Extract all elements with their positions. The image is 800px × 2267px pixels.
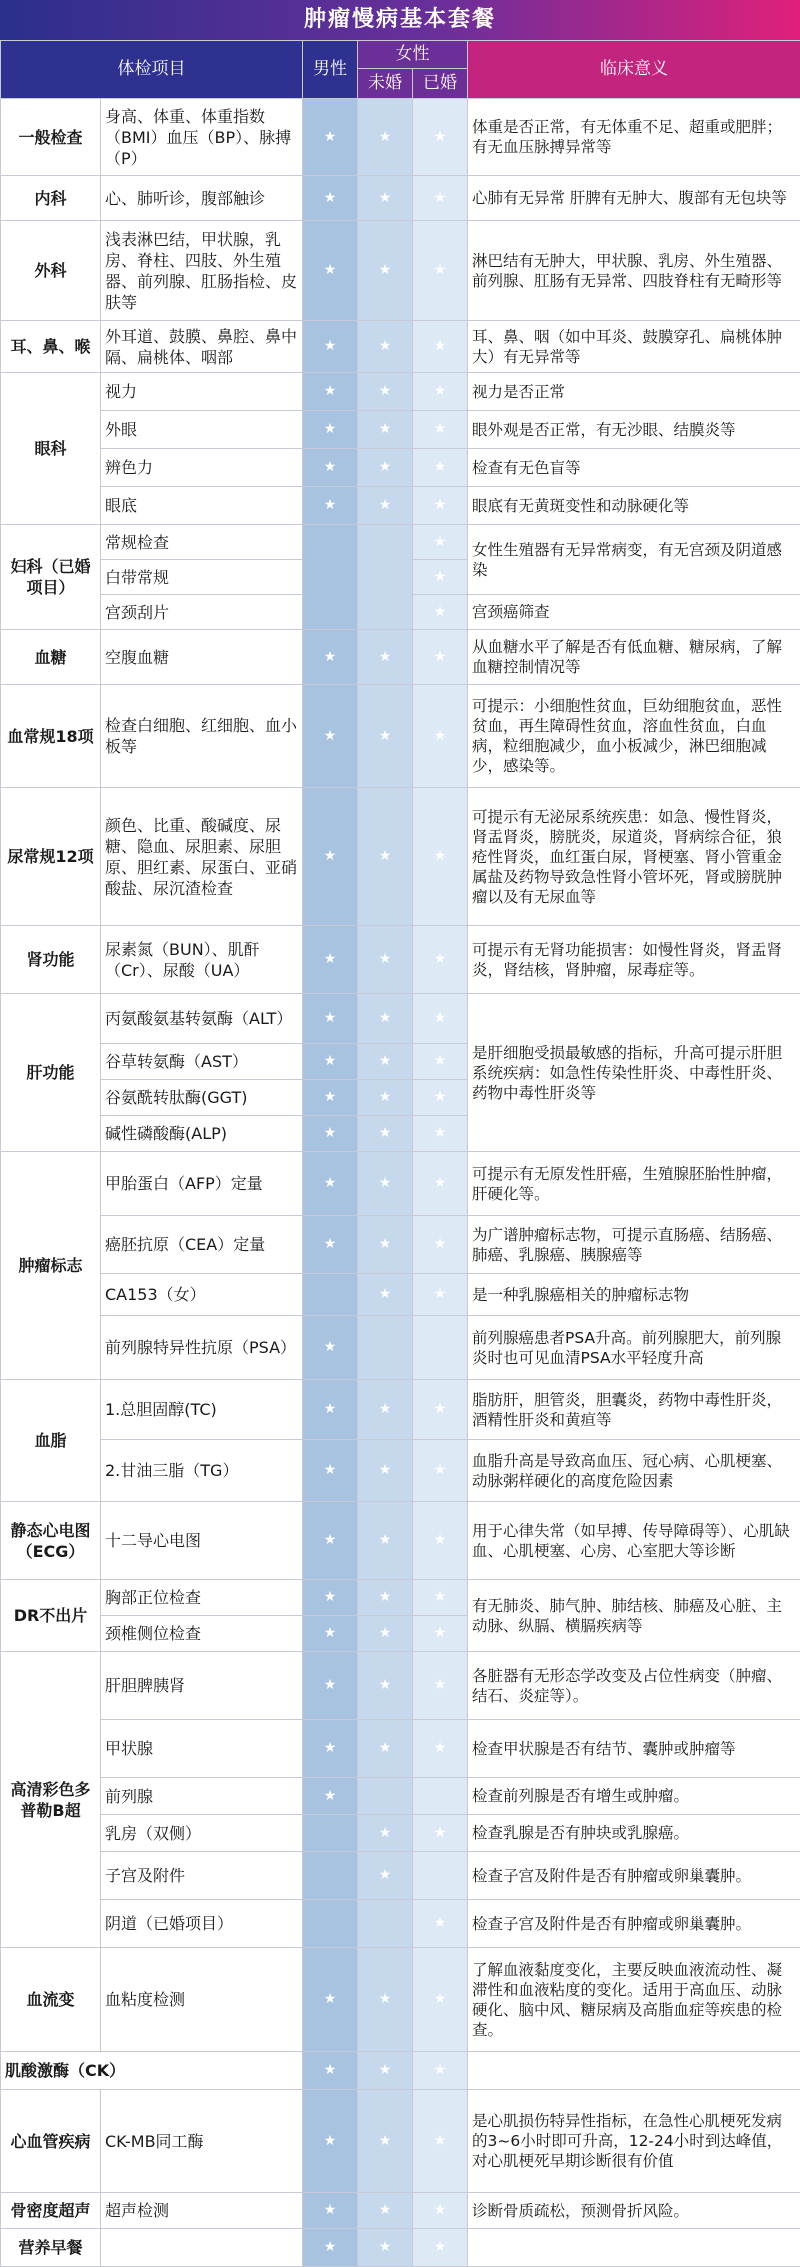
item-cell: 检查白细胞、红细胞、血小板等 bbox=[101, 685, 303, 788]
unmarried-star: ★ bbox=[358, 221, 413, 321]
category-cell: 一般检查 bbox=[1, 99, 101, 176]
married-star: ★ bbox=[413, 1720, 468, 1778]
unmarried-star: ★ bbox=[358, 411, 413, 449]
item-cell: 超声检测 bbox=[101, 2193, 303, 2229]
header-meaning: 临床意义 bbox=[468, 41, 800, 99]
category-cell: 外科 bbox=[1, 221, 101, 321]
unmarried-star: ★ bbox=[358, 1616, 413, 1652]
meaning-cell: 检查乳腺是否有肿块或乳腺癌。 bbox=[468, 1815, 800, 1852]
male-star: ★ bbox=[303, 926, 358, 994]
married-star: ★ bbox=[413, 1815, 468, 1852]
unmarried-star: ★ bbox=[358, 630, 413, 685]
male-star: ★ bbox=[303, 1652, 358, 1720]
table-row bbox=[1, 373, 800, 411]
table-row bbox=[1, 788, 800, 926]
meaning-cell: 是一种乳腺癌相关的肿瘤标志物 bbox=[468, 1274, 800, 1316]
male-empty bbox=[303, 1852, 358, 1900]
male-empty bbox=[303, 525, 358, 630]
table-row bbox=[1, 1900, 800, 1948]
unmarried-empty bbox=[358, 1900, 413, 1948]
male-star: ★ bbox=[303, 449, 358, 487]
married-star: ★ bbox=[413, 685, 468, 788]
table-row bbox=[1, 2090, 800, 2193]
category-cell: 血流变 bbox=[1, 1948, 101, 2052]
header-male: 男性 bbox=[303, 41, 358, 99]
header-item: 体检项目 bbox=[1, 41, 303, 99]
meaning-cell: 眼底有无黄斑变性和动脉硬化等 bbox=[468, 487, 800, 525]
table-row bbox=[1, 1216, 800, 1274]
meaning-cell: 诊断骨质疏松，预测骨折风险。 bbox=[468, 2193, 800, 2229]
male-star: ★ bbox=[303, 1440, 358, 1502]
meaning-cell: 前列腺癌患者PSA升高。前列腺肥大，前列腺炎时也可见血清PSA水平轻度升高 bbox=[468, 1316, 800, 1380]
meaning-cell: 检查子宫及附件是否有肿瘤或卵巢囊肿。 bbox=[468, 1900, 800, 1948]
meaning-cell: 检查子宫及附件是否有肿瘤或卵巢囊肿。 bbox=[468, 1852, 800, 1900]
table-row bbox=[1, 1580, 800, 1616]
unmarried-empty bbox=[358, 1778, 413, 1815]
unmarried-star: ★ bbox=[358, 1852, 413, 1900]
item-cell: 浅表淋巴结，甲状腺，乳房、脊柱、四肢、外生殖器、前列腺、肛肠指检、皮肤等 bbox=[101, 221, 303, 321]
married-star: ★ bbox=[413, 1616, 468, 1652]
item-cell: 辨色力 bbox=[101, 449, 303, 487]
table-row bbox=[1, 685, 800, 788]
male-star: ★ bbox=[303, 221, 358, 321]
meaning-cell: 淋巴结有无肿大，甲状腺、乳房、外生殖器、前列腺、肛肠有无异常、四肢脊柱有无畸形等 bbox=[468, 221, 800, 321]
item-cell: 2.甘油三脂（TG） bbox=[101, 1440, 303, 1502]
married-star: ★ bbox=[413, 1216, 468, 1274]
table-row bbox=[1, 487, 800, 525]
male-star: ★ bbox=[303, 2229, 358, 2267]
table-row bbox=[1, 1815, 800, 1852]
male-star: ★ bbox=[303, 2090, 358, 2193]
meaning-cell: 宫颈癌筛查 bbox=[468, 595, 800, 630]
married-star: ★ bbox=[413, 221, 468, 321]
meaning-cell: 检查前列腺是否有增生或肿瘤。 bbox=[468, 1778, 800, 1815]
male-star: ★ bbox=[303, 1116, 358, 1152]
item-cell: 丙氨酸氨基转氨酶（ALT） bbox=[101, 994, 303, 1044]
item-cell: 血粘度检测 bbox=[101, 1948, 303, 2052]
unmarried-star: ★ bbox=[358, 176, 413, 221]
meaning-cell: 可提示有无泌尿系统疾患：如急、慢性肾炎，肾盂肾炎，膀胱炎，尿道炎，肾病综合征，狼疮性肾炎，血红蛋白尿，肾梗塞、肾小管重金属盐及药物导致急性肾小管坏死，肾或膀胱肿瘤以及有无尿血等 bbox=[468, 788, 800, 926]
married-star: ★ bbox=[413, 1116, 468, 1152]
male-star: ★ bbox=[303, 1720, 358, 1778]
married-star: ★ bbox=[413, 1380, 468, 1440]
male-star: ★ bbox=[303, 788, 358, 926]
unmarried-star: ★ bbox=[358, 1380, 413, 1440]
item-cell: 1.总胆固醇(TC) bbox=[101, 1380, 303, 1440]
male-star: ★ bbox=[303, 373, 358, 411]
married-star: ★ bbox=[413, 2193, 468, 2229]
meaning-cell: 血脂升高是导致高血压、冠心病、心肌梗塞、动脉粥样硬化的高度危险因素 bbox=[468, 1440, 800, 1502]
male-star: ★ bbox=[303, 1216, 358, 1274]
married-star: ★ bbox=[413, 994, 468, 1044]
category-cell: 血脂 bbox=[1, 1380, 101, 1502]
married-star: ★ bbox=[413, 411, 468, 449]
married-star: ★ bbox=[413, 1274, 468, 1316]
table-row bbox=[1, 411, 800, 449]
category-cell: 肝功能 bbox=[1, 994, 101, 1152]
item-cell: 尿素氮（BUN）、肌酐（Cr）、尿酸（UA） bbox=[101, 926, 303, 994]
item-cell: 颜色、比重、酸碱度、尿糖、隐血、尿胆素、尿胆原、胆红素、尿蛋白、亚硝酸盐、尿沉渣检查 bbox=[101, 788, 303, 926]
table-row bbox=[1, 1852, 800, 1900]
table-row bbox=[1, 1948, 800, 2052]
table-row bbox=[1, 926, 800, 994]
item-cell: 外眼 bbox=[101, 411, 303, 449]
male-star: ★ bbox=[303, 685, 358, 788]
category-cell: 静态心电图（ECG） bbox=[1, 1502, 101, 1580]
table-row bbox=[1, 176, 800, 221]
male-star: ★ bbox=[303, 99, 358, 176]
male-star: ★ bbox=[303, 1616, 358, 1652]
male-star: ★ bbox=[303, 1778, 358, 1815]
unmarried-star: ★ bbox=[358, 487, 413, 525]
item-cell: CK-MB同工酶 bbox=[101, 2090, 303, 2193]
table-row bbox=[1, 1316, 800, 1380]
item-cell: 空腹血糖 bbox=[101, 630, 303, 685]
married-star: ★ bbox=[413, 525, 468, 560]
table-row bbox=[1, 221, 800, 321]
category-cell: 尿常规12项 bbox=[1, 788, 101, 926]
unmarried-star: ★ bbox=[358, 1720, 413, 1778]
married-star: ★ bbox=[413, 1580, 468, 1616]
meaning-cell: 是肝细胞受损最敏感的指标，升高可提示肝胆系统疾病：如急性传染性肝炎、中毒性肝炎、药物中毒性肝炎等 bbox=[468, 994, 800, 1152]
table-row bbox=[1, 321, 800, 373]
meaning-cell: 可提示有无肾功能损害：如慢性肾炎，肾盂肾炎，肾结核，肾肿瘤，尿毒症等。 bbox=[468, 926, 800, 994]
married-star: ★ bbox=[413, 373, 468, 411]
table-row bbox=[1, 2052, 800, 2090]
unmarried-star: ★ bbox=[358, 1152, 413, 1216]
unmarried-star: ★ bbox=[358, 1080, 413, 1116]
married-star: ★ bbox=[413, 449, 468, 487]
item-cell: 胸部正位检查 bbox=[101, 1580, 303, 1616]
item-cell: 常规检查 bbox=[101, 525, 303, 560]
header-unmarried: 未婚 bbox=[358, 69, 413, 99]
male-star: ★ bbox=[303, 1380, 358, 1440]
meaning-cell: 各脏器有无形态学改变及占位性病变（肿瘤、结石、炎症等）。 bbox=[468, 1652, 800, 1720]
item-cell: 视力 bbox=[101, 373, 303, 411]
male-star: ★ bbox=[303, 321, 358, 373]
table-row bbox=[1, 630, 800, 685]
item-cell: 颈椎侧位检查 bbox=[101, 1616, 303, 1652]
unmarried-star: ★ bbox=[358, 321, 413, 373]
meaning-cell: 女性生殖器有无异常病变，有无宫颈及阴道感染 bbox=[468, 525, 800, 595]
table-row bbox=[1, 1274, 800, 1316]
meaning-cell: 可提示：小细胞性贫血，巨幼细胞贫血，恶性贫血，再生障碍性贫血，溶血性贫血，白血病，粒细胞减少，血小板减少，淋巴细胞减少，感染等。 bbox=[468, 685, 800, 788]
table-row bbox=[1, 2193, 800, 2229]
unmarried-star: ★ bbox=[358, 788, 413, 926]
unmarried-star: ★ bbox=[358, 926, 413, 994]
header-married: 已婚 bbox=[413, 69, 468, 99]
meaning-cell bbox=[468, 2052, 800, 2090]
item-cell: 心、肺听诊，腹部触诊 bbox=[101, 176, 303, 221]
unmarried-star: ★ bbox=[358, 1815, 413, 1852]
male-star: ★ bbox=[303, 487, 358, 525]
item-cell: 肝胆脾胰肾 bbox=[101, 1652, 303, 1720]
item-cell: 甲胎蛋白（AFP）定量 bbox=[101, 1152, 303, 1216]
unmarried-star: ★ bbox=[358, 1440, 413, 1502]
unmarried-star: ★ bbox=[358, 2193, 413, 2229]
male-star: ★ bbox=[303, 1080, 358, 1116]
category-cell: 血常规18项 bbox=[1, 685, 101, 788]
male-star: ★ bbox=[303, 1948, 358, 2052]
category-cell: 高清彩色多普勒B超 bbox=[1, 1652, 101, 1948]
category-cell: DR不出片 bbox=[1, 1580, 101, 1652]
table-row bbox=[1, 1440, 800, 1502]
unmarried-star: ★ bbox=[358, 1274, 413, 1316]
unmarried-star: ★ bbox=[358, 994, 413, 1044]
male-star: ★ bbox=[303, 1152, 358, 1216]
table-row bbox=[1, 1380, 800, 1440]
meaning-cell: 检查有无色盲等 bbox=[468, 449, 800, 487]
category-cell: 内科 bbox=[1, 176, 101, 221]
table-row bbox=[1, 2229, 800, 2267]
male-star: ★ bbox=[303, 1044, 358, 1080]
category-cell: 骨密度超声 bbox=[1, 2193, 101, 2229]
unmarried-star: ★ bbox=[358, 1580, 413, 1616]
meaning-cell: 可提示有无原发性肝癌，生殖腺胚胎性肿瘤，肝硬化等。 bbox=[468, 1152, 800, 1216]
item-cell bbox=[101, 2229, 303, 2267]
unmarried-star: ★ bbox=[358, 449, 413, 487]
male-star: ★ bbox=[303, 2193, 358, 2229]
category-cell: 妇科（已婚项目） bbox=[1, 525, 101, 630]
unmarried-empty bbox=[358, 525, 413, 630]
table-row bbox=[1, 1502, 800, 1580]
married-star: ★ bbox=[413, 321, 468, 373]
meaning-cell: 耳、鼻、咽（如中耳炎、鼓膜穿孔、扁桃体肿大）有无异常等 bbox=[468, 321, 800, 373]
meaning-cell: 有无肺炎、肺气肿、肺结核、肺癌及心脏、主动脉、纵膈、横膈疾病等 bbox=[468, 1580, 800, 1652]
unmarried-empty bbox=[358, 1316, 413, 1380]
meaning-cell: 眼外观是否正常，有无沙眼、结膜炎等 bbox=[468, 411, 800, 449]
category-cell: 耳、鼻、喉 bbox=[1, 321, 101, 373]
unmarried-star: ★ bbox=[358, 99, 413, 176]
married-star: ★ bbox=[413, 926, 468, 994]
married-empty bbox=[413, 1316, 468, 1380]
category-cell: 肿瘤标志 bbox=[1, 1152, 101, 1380]
married-star: ★ bbox=[413, 176, 468, 221]
married-empty bbox=[413, 1778, 468, 1815]
meaning-cell: 用于心律失常（如早搏、传导障碍等）、心肌缺血、心肌梗塞、心房、心室肥大等诊断 bbox=[468, 1502, 800, 1580]
unmarried-star: ★ bbox=[358, 1502, 413, 1580]
unmarried-star: ★ bbox=[358, 2229, 413, 2267]
married-star: ★ bbox=[413, 1502, 468, 1580]
table-row bbox=[1, 1152, 800, 1216]
meaning-cell: 检查甲状腺是否有结节、囊肿或肿瘤等 bbox=[468, 1720, 800, 1778]
meaning-cell: 了解血液黏度变化，主要反映血液流动性、凝滞性和血液粘度的变化。适用于高血压、动脉硬化、脑中风、糖尿病及高脂血症等疾患的检查。 bbox=[468, 1948, 800, 2052]
item-cell: 十二导心电图 bbox=[101, 1502, 303, 1580]
meaning-cell: 从血糖水平了解是否有低血糖、糖尿病，了解血糖控制情况等 bbox=[468, 630, 800, 685]
meaning-cell bbox=[468, 2229, 800, 2267]
meaning-cell: 脂肪肝，胆管炎，胆囊炎，药物中毒性肝炎，酒精性肝炎和黄疸等 bbox=[468, 1380, 800, 1440]
married-star: ★ bbox=[413, 1652, 468, 1720]
unmarried-star: ★ bbox=[358, 1948, 413, 2052]
page-title: 肿瘤慢病基本套餐 bbox=[0, 0, 800, 40]
meaning-cell: 为广谱肿瘤标志物，可提示直肠癌、结肠癌、肺癌、乳腺癌、胰腺癌等 bbox=[468, 1216, 800, 1274]
unmarried-star: ★ bbox=[358, 1044, 413, 1080]
male-star: ★ bbox=[303, 630, 358, 685]
table-row bbox=[1, 525, 800, 560]
exam-table bbox=[0, 40, 800, 2267]
item-cell: 甲状腺 bbox=[101, 1720, 303, 1778]
married-star: ★ bbox=[413, 1080, 468, 1116]
male-star: ★ bbox=[303, 2052, 358, 2090]
header-female: 女性 bbox=[358, 41, 468, 69]
unmarried-star: ★ bbox=[358, 2052, 413, 2090]
male-empty bbox=[303, 1900, 358, 1948]
male-empty bbox=[303, 1815, 358, 1852]
married-star: ★ bbox=[413, 487, 468, 525]
item-cell: 乳房（双侧） bbox=[101, 1815, 303, 1852]
item-cell: 癌胚抗原（CEA）定量 bbox=[101, 1216, 303, 1274]
married-star: ★ bbox=[413, 1152, 468, 1216]
married-star: ★ bbox=[413, 560, 468, 595]
married-star: ★ bbox=[413, 1440, 468, 1502]
category-cell: 血糖 bbox=[1, 630, 101, 685]
item-cell: 前列腺 bbox=[101, 1778, 303, 1815]
meaning-cell: 视力是否正常 bbox=[468, 373, 800, 411]
category-cell: 心血管疾病 bbox=[1, 2090, 101, 2193]
unmarried-star: ★ bbox=[358, 685, 413, 788]
married-star: ★ bbox=[413, 1948, 468, 2052]
male-star: ★ bbox=[303, 1316, 358, 1380]
meaning-cell: 是心肌损伤特异性指标，在急性心肌梗死发病的3~6小时即可升高，12-24小时到达峰值，对心肌梗死早期诊断很有价值 bbox=[468, 2090, 800, 2193]
item-cell: 外耳道、鼓膜、鼻腔、鼻中隔、扁桃体、咽部 bbox=[101, 321, 303, 373]
item-cell: 阴道（已婚项目） bbox=[101, 1900, 303, 1948]
category-cell: 肾功能 bbox=[1, 926, 101, 994]
married-star: ★ bbox=[413, 2052, 468, 2090]
item-cell: 宫颈刮片 bbox=[101, 595, 303, 630]
married-star: ★ bbox=[413, 99, 468, 176]
table-row bbox=[1, 99, 800, 176]
table-row bbox=[1, 1652, 800, 1720]
married-star: ★ bbox=[413, 630, 468, 685]
item-cell: 身高、体重、体重指数（BMI）血压（BP）、脉搏（P） bbox=[101, 99, 303, 176]
married-star: ★ bbox=[413, 595, 468, 630]
married-star: ★ bbox=[413, 1044, 468, 1080]
item-cell: 谷草转氨酶（AST） bbox=[101, 1044, 303, 1080]
unmarried-star: ★ bbox=[358, 1652, 413, 1720]
meaning-cell: 体重是否正常，有无体重不足、超重或肥胖；有无血压脉搏异常等 bbox=[468, 99, 800, 176]
unmarried-star: ★ bbox=[358, 2090, 413, 2193]
married-star: ★ bbox=[413, 788, 468, 926]
unmarried-star: ★ bbox=[358, 1116, 413, 1152]
male-empty bbox=[303, 1274, 358, 1316]
item-cell: 碱性磷酸酶(ALP) bbox=[101, 1116, 303, 1152]
unmarried-star: ★ bbox=[358, 373, 413, 411]
male-star: ★ bbox=[303, 1502, 358, 1580]
male-star: ★ bbox=[303, 994, 358, 1044]
table-row bbox=[1, 449, 800, 487]
category-cell: 眼科 bbox=[1, 373, 101, 525]
category-cell: 营养早餐 bbox=[1, 2229, 101, 2267]
married-star: ★ bbox=[413, 2090, 468, 2193]
table-row bbox=[1, 994, 800, 1044]
married-empty bbox=[413, 1852, 468, 1900]
item-cell: 白带常规 bbox=[101, 560, 303, 595]
table-row bbox=[1, 1778, 800, 1815]
table-row bbox=[1, 1720, 800, 1778]
male-star: ★ bbox=[303, 411, 358, 449]
unmarried-star: ★ bbox=[358, 1216, 413, 1274]
item-cell: 前列腺特异性抗原（PSA） bbox=[101, 1316, 303, 1380]
item-cell: CA153（女） bbox=[101, 1274, 303, 1316]
item-cell: 谷氨酰转肽酶(GGT) bbox=[101, 1080, 303, 1116]
married-star: ★ bbox=[413, 2229, 468, 2267]
male-star: ★ bbox=[303, 1580, 358, 1616]
item-cell: 子宫及附件 bbox=[101, 1852, 303, 1900]
category-cell: 肌酸激酶（CK） bbox=[1, 2052, 303, 2090]
meaning-cell: 心肺有无异常 肝脾有无肿大、腹部有无包块等 bbox=[468, 176, 800, 221]
married-star: ★ bbox=[413, 1900, 468, 1948]
male-star: ★ bbox=[303, 176, 358, 221]
item-cell: 眼底 bbox=[101, 487, 303, 525]
